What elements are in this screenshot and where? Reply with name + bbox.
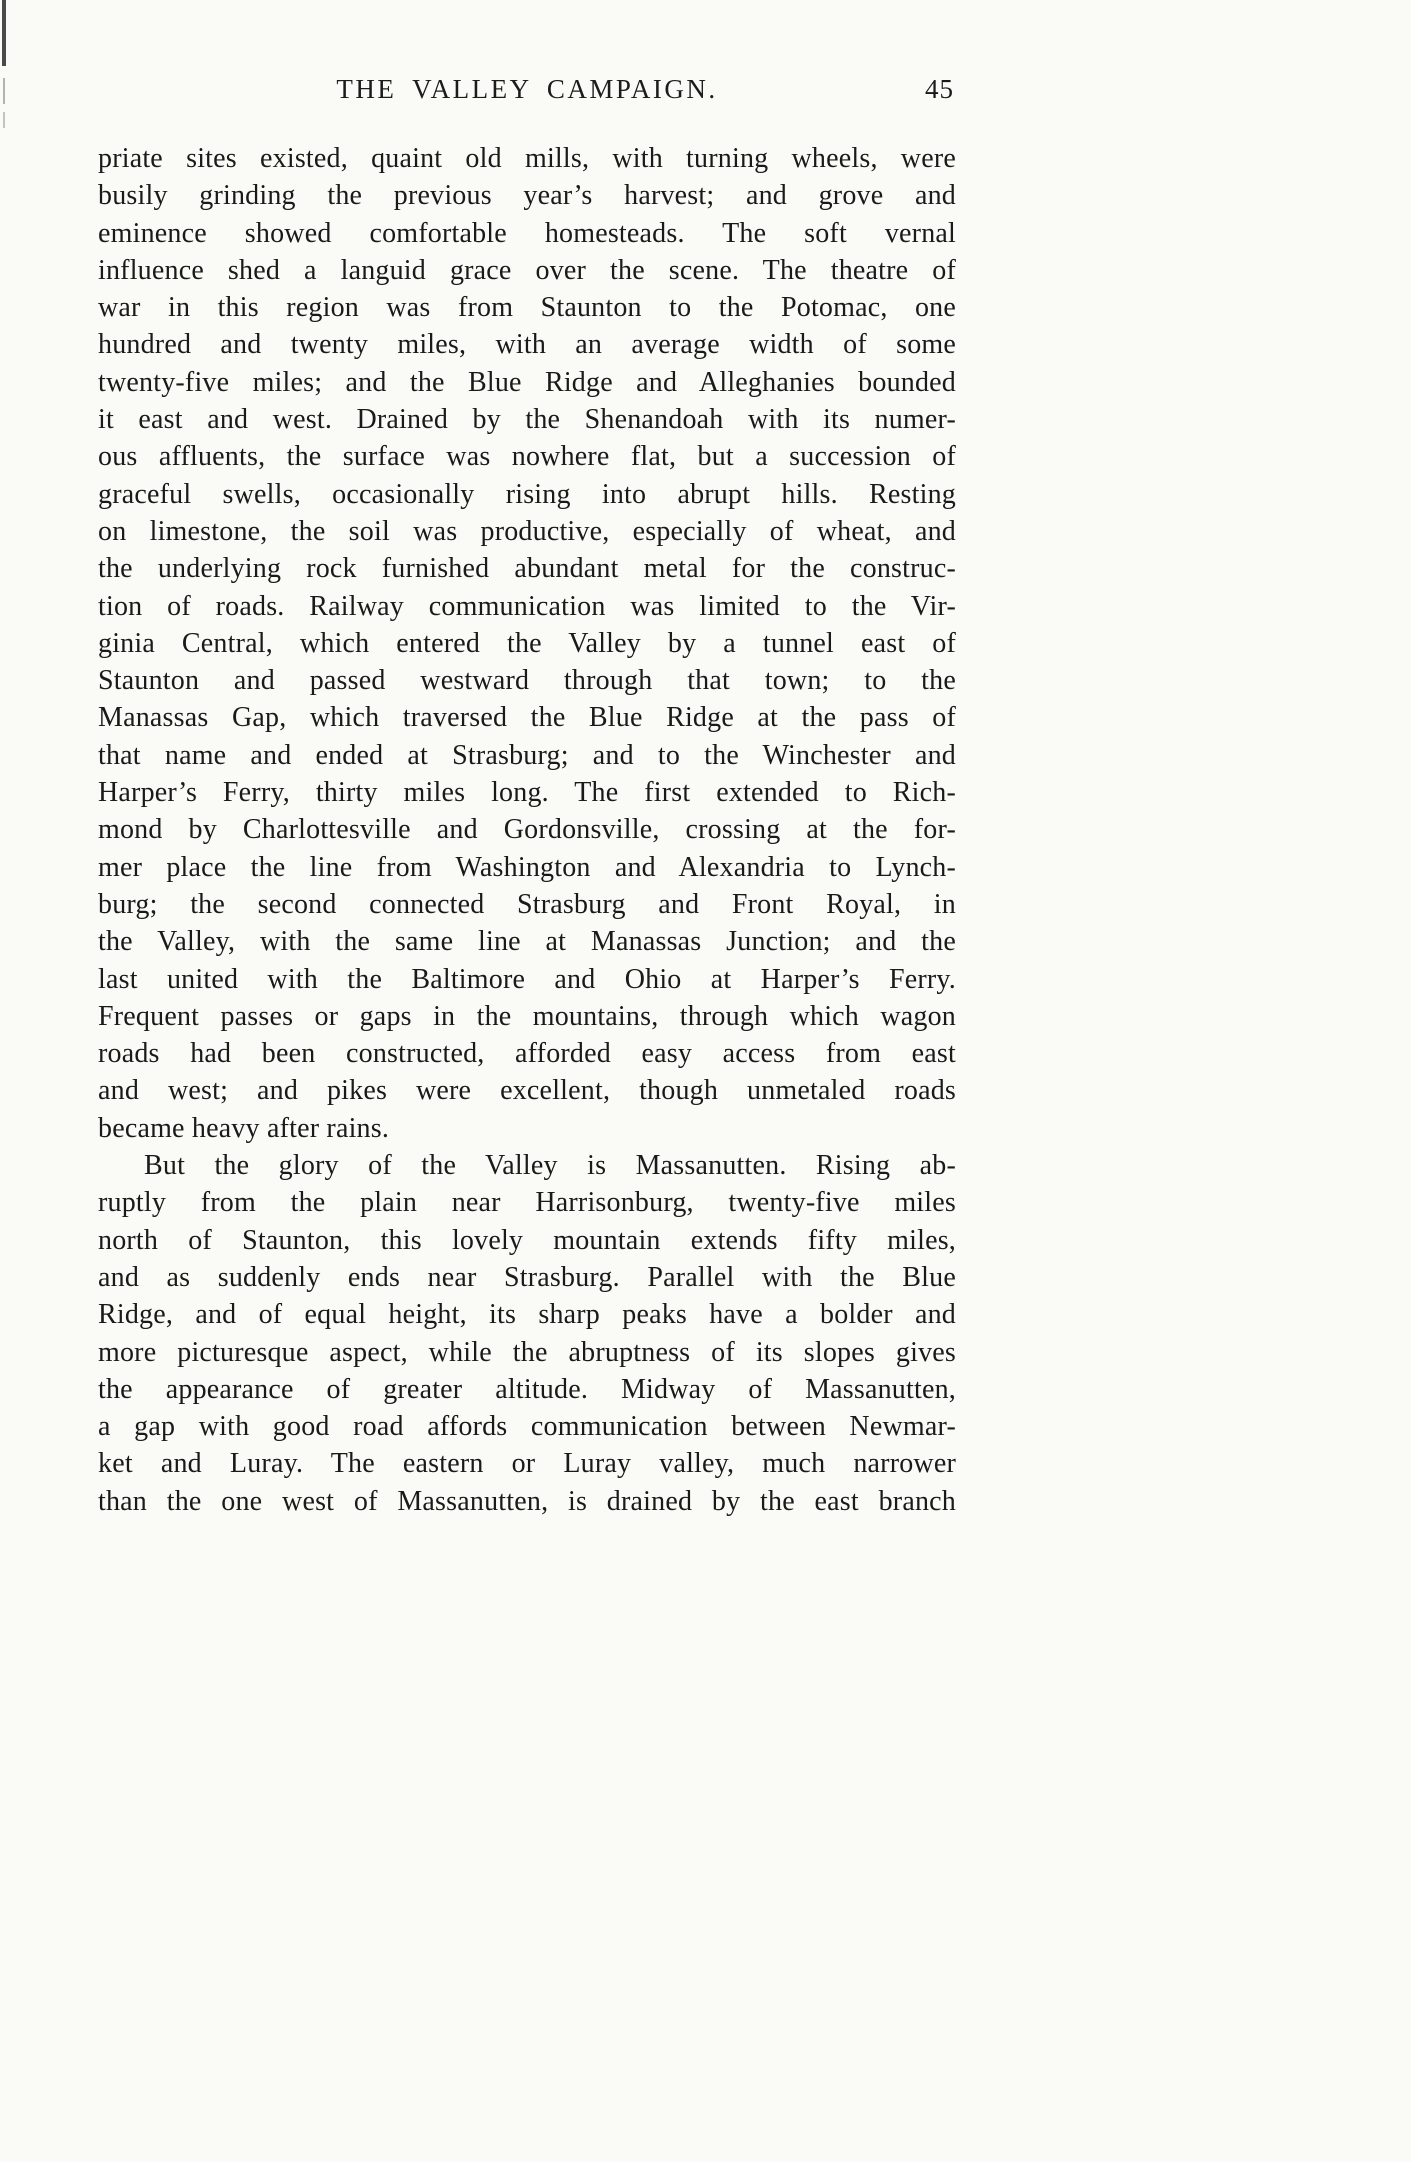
scan-artifact xyxy=(3,78,5,104)
text-line: last united with the Baltimore and Ohio at Harper’s Ferry. xyxy=(98,963,956,995)
text-line: a gap with good road affords communication between Newmar- xyxy=(98,1411,956,1443)
text-line: and west; and pikes were excellent, though unmetaled roads xyxy=(98,1075,956,1107)
body-text xyxy=(98,140,956,1520)
text-line: north of Staunton, this lovely mountain extends fifty miles, xyxy=(98,1224,956,1256)
text-line: Harper’s Ferry, thirty miles long. The first extended to Rich- xyxy=(98,777,956,809)
text-line: eminence showed comfortable homesteads. The soft vernal xyxy=(98,217,956,249)
text-line: ous affluents, the surface was nowhere flat, but a succession of xyxy=(98,441,956,473)
text-line: ket and Luray. The eastern or Luray valley, much narrower xyxy=(98,1448,956,1480)
text-line: ginia Central, which entered the Valley by a tunnel east of xyxy=(98,627,956,659)
text-line: it east and west. Drained by the Shenandoah with its numer- xyxy=(98,404,956,436)
text-line: hundred and twenty miles, with an average width of some xyxy=(98,329,956,361)
text-line: that name and ended at Strasburg; and to the Winchester and xyxy=(98,739,956,771)
text-line: the Valley, with the same line at Manassas Junction; and the xyxy=(98,926,956,958)
text-line: priate sites existed, quaint old mills, with turning wheels, were xyxy=(98,143,956,174)
text-line: the underlying rock furnished abundant metal for the construc- xyxy=(98,553,956,585)
text-line: more picturesque aspect, while the abruptness of its slopes gives xyxy=(98,1336,956,1368)
text-line: on limestone, the soil was productive, especially of wheat, and xyxy=(98,515,956,547)
text-line: Frequent passes or gaps in the mountains, through which wagon xyxy=(98,1000,956,1032)
text-line: But the glory of the Valley is Massanutten. Rising ab- xyxy=(144,1150,956,1182)
text-line: ruptly from the plain near Harrisonburg, twenty-five miles xyxy=(98,1187,956,1219)
text-line: than the one west of Massanutten, is drained by the east branch xyxy=(98,1485,956,1517)
text-line: roads had been constructed, afforded easy access from east xyxy=(98,1038,956,1070)
text-line: tion of roads. Railway communication was limited to the Vir- xyxy=(98,590,956,622)
text-line: mer place the line from Washington and Alexandria to Lynch- xyxy=(98,851,956,883)
text-line: and as suddenly ends near Strasburg. Parallel with the Blue xyxy=(98,1261,956,1293)
text-line: Manassas Gap, which traversed the Blue Ridge at the pass of xyxy=(98,702,956,734)
text-line: twenty-five miles; and the Blue Ridge and Alleghanies bounded xyxy=(98,366,956,398)
text-line: influence shed a languid grace over the scene. The theatre of xyxy=(98,254,956,286)
running-title: THE VALLEY CAMPAIGN. xyxy=(336,74,718,104)
text-line: war in this region was from Staunton to the Potomac, one xyxy=(98,292,956,324)
text-line: mond by Charlottesville and Gordonsville, crossing at the for- xyxy=(98,814,956,846)
text-line: the appearance of greater altitude. Midway of Massanutten, xyxy=(98,1373,956,1405)
scan-artifact xyxy=(2,0,6,66)
scan-artifact xyxy=(3,112,5,128)
page-header xyxy=(98,74,956,112)
text-line: busily grinding the previous year’s harvest; and grove and xyxy=(98,180,956,212)
text-line: became heavy after rains. xyxy=(98,1112,390,1144)
text-line: Staunton and passed westward through that town; to the xyxy=(98,665,956,697)
page-number: 45 xyxy=(925,74,954,104)
text-line: burg; the second connected Strasburg and Front Royal, in xyxy=(98,888,956,920)
text-line: graceful swells, occasionally rising into abrupt hills. Resting xyxy=(98,478,956,510)
text-line: Ridge, and of equal height, its sharp peaks have a bolder and xyxy=(98,1299,956,1331)
